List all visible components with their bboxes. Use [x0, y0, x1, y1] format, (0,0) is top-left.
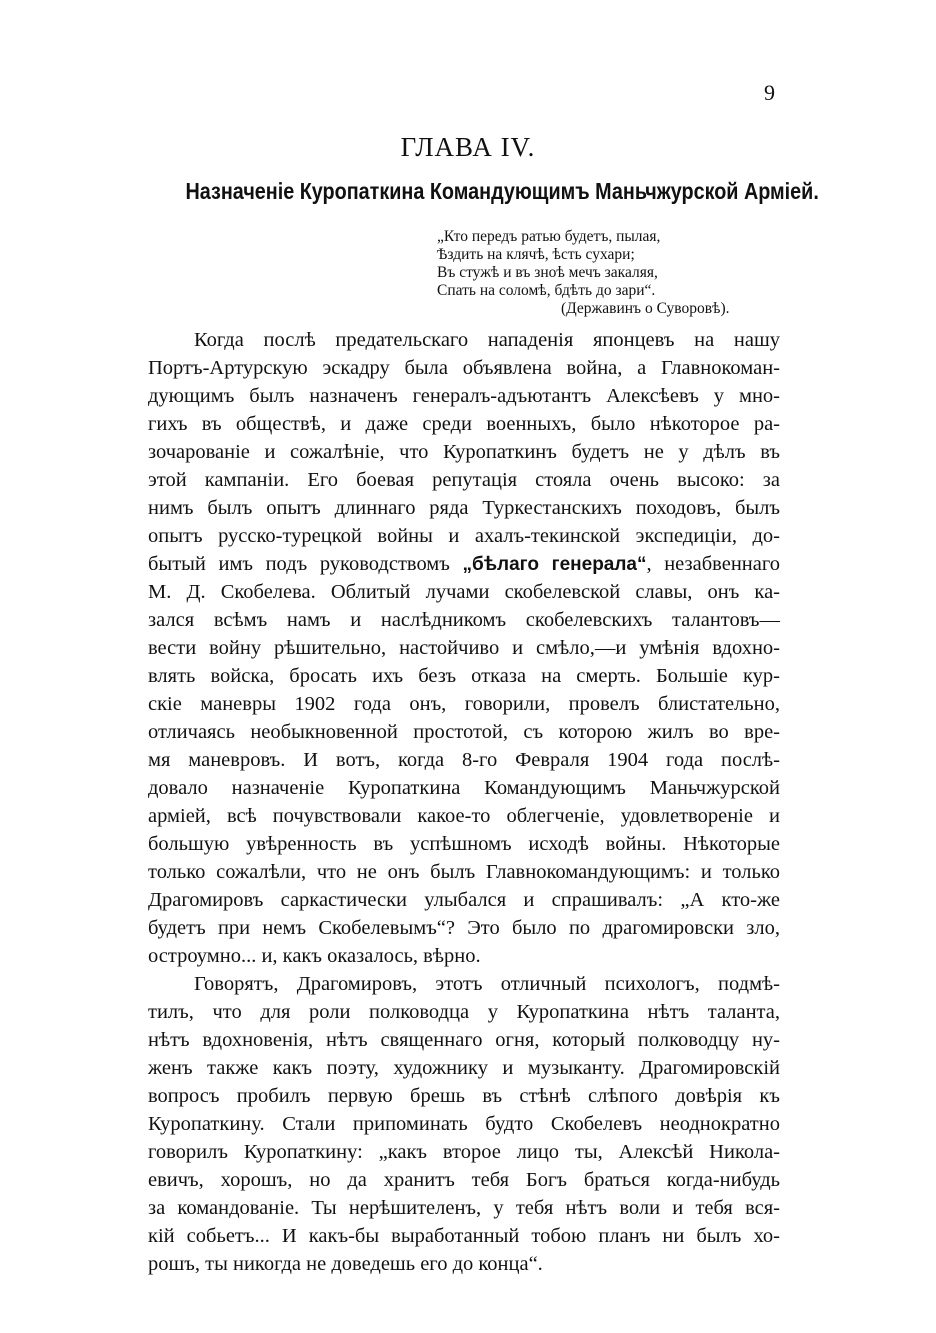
text-line: дующимъ былъ назначенъ генералъ-адъютантъ Алексѣевъ у мно- [148, 385, 780, 407]
text-line: М. Д. Скобелева. Облитый лучами скобелевской славы, онъ ка- [148, 581, 780, 603]
text-line: Драгомировъ саркастически улыбался и спрашивалъ: „А кто-же [148, 889, 780, 911]
text-line: вести войну рѣшительно, настойчиво и смѣло,—и умѣнія вдохно- [148, 637, 780, 659]
text-line: большую увѣренность въ успѣшномъ исходѣ войны. Нѣкоторые [148, 833, 780, 855]
text-line: женъ также какъ поэту, художнику и музыканту. Драгомировскій [148, 1057, 780, 1079]
text-line: Говорятъ, Драгомировъ, этотъ отличный психологъ, подмѣ- [194, 973, 780, 995]
text-line: евичъ, хорошъ, но да хранитъ тебя Богъ браться когда-нибудь [148, 1169, 780, 1191]
epigraph-line: „Кто передъ ратью будетъ, пылая, [437, 228, 661, 245]
text-line: рошъ, ты никогда не доведешь его до конца“. [148, 1253, 543, 1275]
text-fragment: бытый имъ подъ руководствомъ [148, 553, 463, 575]
text-line: нимъ былъ опытъ длиннаго ряда Туркестанскихъ походовъ, былъ [148, 497, 780, 519]
text-line: опытъ русско-турецкой войны и ахалъ-текинской экспедиціи, до- [148, 525, 780, 547]
text-line: только сожалѣли, что не онъ былъ Главнокомандующимъ: и только [148, 861, 780, 883]
epigraph-line: Спать на соломѣ, бдѣть до зари“. [437, 282, 656, 299]
epigraph-line: Въ стужѣ и въ зноѣ мечъ закаляя, [437, 264, 658, 281]
text-line: арміей, всѣ почувствовали какое-то облегченіе, удовлетвореніе и [148, 805, 780, 827]
text-line: будетъ при немъ Скобелевымъ“? Это было по драгомировски зло, [148, 917, 780, 939]
text-line: Когда послѣ предательскаго нападенія японцевъ на нашу [194, 329, 780, 351]
emphasis-white-general: „бѣлаго генерала“ [462, 554, 647, 575]
text-line: Куропаткину. Стали припоминать будто Скобелевъ неоднократно [148, 1113, 780, 1135]
text-line: этой кампаніи. Его боевая репутація стояла очень высоко: за [148, 469, 780, 491]
text-line: зочарованіе и сожалѣніе, что Куропаткинъ будетъ не у дѣлъ въ [148, 441, 780, 463]
body-text [148, 326, 780, 1278]
chapter-title: ГЛАВА IV. [400, 132, 536, 162]
epigraph-attribution: (Державинъ о Суворовѣ). [561, 300, 730, 317]
text-fragment: , незабвеннаго [646, 553, 781, 575]
text-line: остроумно... и, какъ оказалось, вѣрно. [148, 945, 481, 967]
epigraph [437, 228, 777, 318]
text-line: зался всѣмъ намъ и наслѣдникомъ скобелевскихъ талантовъ— [148, 609, 780, 631]
text-line: тилъ, что для роли полководца у Куропаткина нѣтъ таланта, [148, 1001, 780, 1023]
page-number: 9 [764, 80, 775, 105]
text-line: скіе маневры 1902 года онъ, говорили, провелъ блистательно, [148, 693, 780, 715]
text-line: мя маневровъ. И вотъ, когда 8-го Февраля 1904 года послѣ- [148, 749, 780, 771]
text-line: гихъ въ обществѣ, и даже среди военныхъ, было нѣкоторое ра- [148, 413, 780, 435]
text-line-with-emphasis [148, 550, 780, 578]
epigraph-line: Ѣздить на клячѣ, ѣсть сухари; [437, 246, 635, 263]
text-line: влять войска, бросать ихъ безъ отказа на смерть. Большіе кур- [148, 665, 780, 687]
text-line: Портъ-Артурскую эскадру была объявлена война, а Главнокоман- [148, 357, 780, 379]
text-line: за командованіе. Ты нерѣшителенъ, у тебя нѣтъ воли и тебя вся- [148, 1197, 780, 1219]
chapter-heading: Назначеніе Куропаткина Командующимъ Маньчжурской Арміей. [185, 178, 819, 204]
text-line: отличаясь необыкновенной простотой, съ которою жилъ во вре- [148, 721, 780, 743]
text-line: нѣтъ вдохновенія, нѣтъ священнаго огня, который полководцу ну- [148, 1029, 780, 1051]
text-line: вопросъ пробилъ первую брешь въ стѣнѣ слѣпого довѣрія къ [148, 1085, 780, 1107]
text-line: кій собьетъ... И какъ-бы выработанный тобою планъ ни былъ хо- [148, 1225, 780, 1247]
text-line: довало назначеніе Куропаткина Командующимъ Маньчжурской [148, 777, 780, 799]
text-line: говорилъ Куропаткину: „какъ второе лицо ты, Алексѣй Никола- [148, 1141, 780, 1163]
